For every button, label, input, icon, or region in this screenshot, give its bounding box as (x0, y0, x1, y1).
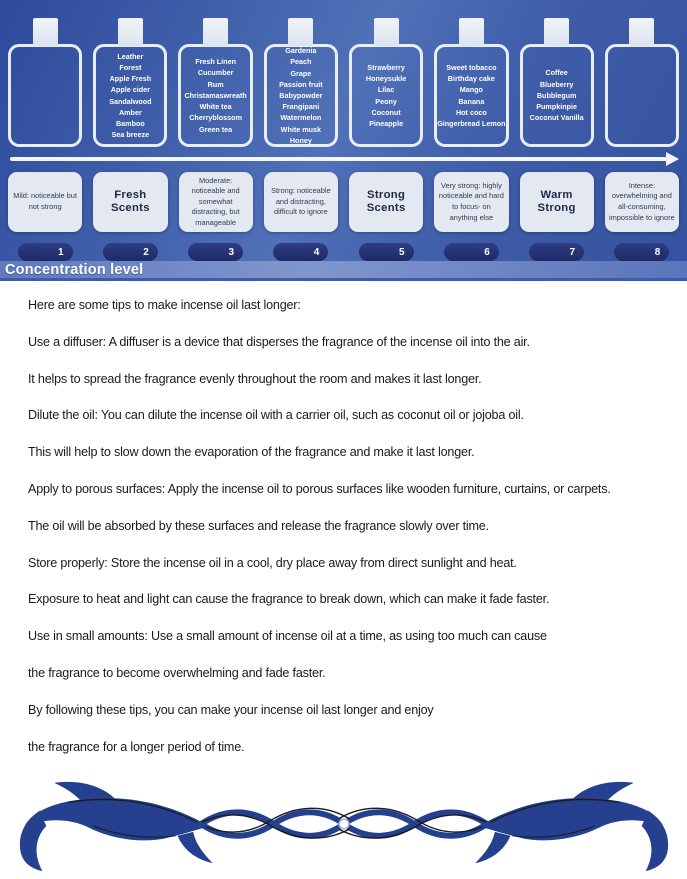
right-arrow-icon (10, 157, 667, 161)
scent-name: Banana (458, 96, 485, 106)
bottle-cap-icon (544, 18, 569, 46)
scent-name: White tea (199, 102, 232, 112)
scent-name: Christamaswreath (184, 90, 247, 100)
bottle-7 (520, 0, 594, 147)
scent-name: Coconut (371, 107, 401, 117)
scent-name: Passion fruit (279, 79, 323, 89)
scent-name: Forest (119, 62, 142, 72)
tip-line: the fragrance to become overwhelming and fade faster. (28, 665, 326, 680)
scent-list (267, 45, 335, 146)
bottle-cap-icon (629, 18, 654, 46)
tip-line: Here are some tips to make incense oil last longer: (28, 298, 301, 312)
level-numbers-row (0, 243, 687, 261)
scent-name: Apple Fresh (109, 74, 152, 84)
scent-name: Babypowder (279, 90, 323, 100)
tip-line: It helps to spread the fragrance evenly throughout the room and makes it last longer. (28, 371, 482, 386)
bottle-cap-icon (203, 18, 228, 46)
level-description-1: Mild: noticeable but not strong (8, 172, 82, 232)
scent-name: Amber (118, 107, 142, 117)
scent-name: Sandalwood (109, 96, 152, 106)
level-number-pill-7: 7 (529, 243, 584, 261)
bottle-1 (8, 0, 82, 147)
scent-list (181, 56, 249, 134)
scent-name: Bubblegum (536, 90, 577, 100)
scent-name: Coconut Vanilla (529, 113, 584, 123)
scent-name: White musk (280, 124, 322, 134)
tip-line: By following these tips, you can make your incense oil last longer and enjoy (28, 702, 434, 717)
scent-name: Peach (290, 57, 312, 67)
level-description-7: Warm Strong (520, 172, 594, 232)
tip-line: Dilute the oil: You can dilute the incense oil with a carrier oil, such as coconut oil or jojoba oil. (28, 408, 524, 423)
tip-line: This will help to slow down the evaporation of the fragrance and make it last longer. (28, 445, 475, 460)
scent-name: Sea breeze (111, 130, 150, 140)
level-description-6: Very strong: highly noticeable and hard to focus- on anything else (434, 172, 508, 232)
scent-name: Honey (289, 135, 312, 145)
tip-line: Apply to porous surfaces: Apply the incense oil to porous surfaces like wooden furniture, curtains, or carpets. (28, 481, 611, 496)
tip-line: Exposure to heat and light can cause the fragrance to break down, which can make it fade faster. (28, 592, 550, 607)
scent-name: Pumpkinpie (536, 102, 577, 112)
scent-name: Strawberry (367, 62, 405, 72)
scent-name: Honeysukle (365, 74, 407, 84)
scent-name: Mango (459, 85, 483, 95)
bottle-body (349, 44, 423, 147)
scent-list (352, 62, 420, 129)
bottle-6 (434, 0, 508, 147)
scent-name: Fresh Linen (195, 57, 236, 67)
bottle-body (520, 44, 594, 147)
bottle-3 (178, 0, 252, 147)
level-descriptions-row (0, 172, 687, 232)
level-number-pill-3: 3 (188, 243, 243, 261)
level-number-pill-1: 1 (18, 243, 73, 261)
bottle-5 (349, 0, 423, 147)
scent-name: Gingerbread Lemon (437, 118, 506, 128)
tip-line: The oil will be absorbed by these surfaces and release the fragrance slowly over time. (28, 518, 489, 533)
scent-list (437, 62, 505, 129)
tribal-flourish-graphic (18, 777, 670, 871)
scent-name: Frangipani (282, 102, 320, 112)
level-description-5: Strong Scents (349, 172, 423, 232)
bottle-2 (93, 0, 167, 147)
scent-name: Green tea (199, 124, 233, 134)
footer-divider (0, 777, 687, 876)
scent-name: Rum (207, 79, 224, 89)
bottle-body (93, 44, 167, 147)
scent-name: Leather (117, 51, 144, 61)
tip-line: the fragrance for a longer period of time. (28, 739, 245, 754)
scent-name: Cherryblossom (189, 113, 242, 123)
bottle-body (264, 44, 338, 147)
bottle-body (434, 44, 508, 147)
axis-title: Concentration level (5, 261, 144, 278)
level-number-pill-6: 6 (444, 243, 499, 261)
level-number-pill-4: 4 (273, 243, 328, 261)
tip-line: Use in small amounts: Use a small amount of incense oil at a time, as using too much can cause (28, 629, 547, 644)
bottle-body (178, 44, 252, 147)
scent-name: Cucumber (197, 68, 234, 78)
scent-list (523, 67, 591, 123)
scent-name: Coffee (545, 68, 568, 78)
bottle-cap-icon (288, 18, 313, 46)
bottle-8 (605, 0, 679, 147)
level-number-pill-8: 8 (614, 243, 669, 261)
tip-line: Use a diffuser: A diffuser is a device that disperses the fragrance of the incense oil into the air. (28, 334, 530, 349)
scent-concentration-banner (0, 0, 687, 281)
bottle-cap-icon (33, 18, 58, 46)
scent-list (96, 51, 164, 141)
level-description-3: Moderate: noticeable and somewhat distracting, but manageable (179, 172, 253, 232)
level-description-2: Fresh Scents (93, 172, 167, 232)
level-description-4: Strong: noticeable and distracting, difficult to ignore (264, 172, 338, 232)
bottles-row (0, 0, 687, 147)
bottle-cap-icon (118, 18, 143, 46)
scent-name: Sweet tobacco (446, 62, 497, 72)
bottle-body (605, 44, 679, 147)
scent-name: Gardenia (285, 46, 317, 56)
scent-name: Birthday cake (447, 74, 495, 84)
bottle-cap-icon (374, 18, 399, 46)
level-description-8: Intense: overwhelming and all-consuming, impossible to ignore (605, 172, 679, 232)
scent-name: Blueberry (539, 79, 574, 89)
scent-name: Hot coco (455, 107, 487, 117)
level-number-pill-5: 5 (359, 243, 414, 261)
concentration-axis-band (0, 261, 687, 281)
tip-line: Store properly: Store the incense oil in a cool, dry place away from direct sunlight and heat. (28, 555, 517, 570)
bottle-body (8, 44, 82, 147)
scent-name: Apple cider (110, 85, 150, 95)
scent-name: Peony (375, 96, 397, 106)
bottle-cap-icon (459, 18, 484, 46)
bottle-4 (264, 0, 338, 147)
level-number-pill-2: 2 (103, 243, 158, 261)
scent-name: Grape (290, 68, 312, 78)
scent-name: Pineapple (369, 118, 404, 128)
scent-name: Lilac (377, 85, 395, 95)
scent-name: Bamboo (115, 118, 145, 128)
scent-name: Watermelon (280, 113, 322, 123)
tips-text-block (0, 281, 687, 776)
